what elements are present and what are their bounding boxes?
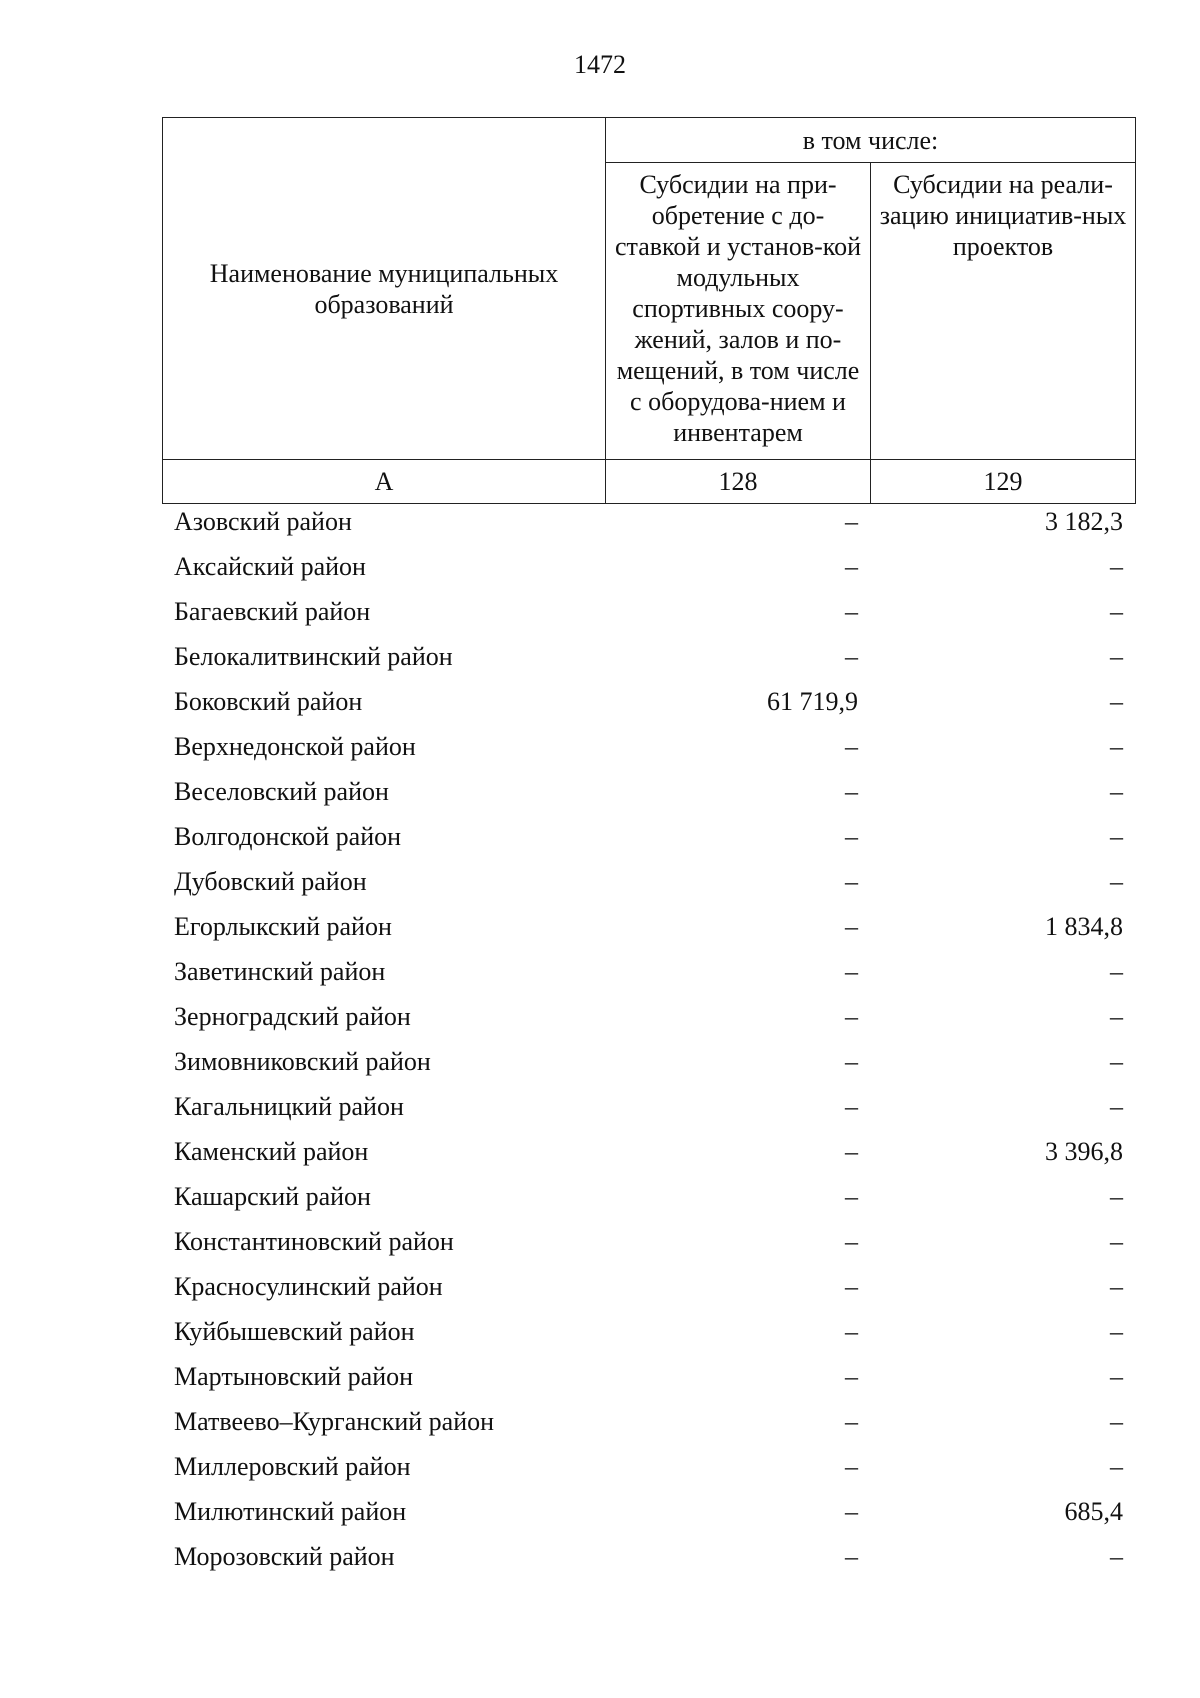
value-128: – <box>845 1091 858 1121</box>
value-128: – <box>845 731 858 761</box>
index-cell-128: 128 <box>606 460 871 504</box>
municipality-name: Веселовский район <box>174 776 389 806</box>
index-cell-129: 129 <box>871 460 1136 504</box>
value-129: 3 182,3 <box>1045 506 1123 536</box>
table-row <box>162 1219 1135 1264</box>
municipality-name: Егорлыкский район <box>174 911 392 941</box>
index-cell-a: А <box>163 460 606 504</box>
table-row <box>162 589 1135 634</box>
header-name-label: Наименование муниципальных образований <box>209 258 559 319</box>
header-column-129 <box>871 163 1136 460</box>
municipality-name: Верхнедонской район <box>174 731 416 761</box>
value-129: – <box>1110 1451 1123 1481</box>
table-row <box>162 679 1135 724</box>
value-129: – <box>1110 956 1123 986</box>
value-129: – <box>1110 1271 1123 1301</box>
municipality-name: Волгодонской район <box>174 821 402 851</box>
value-128: – <box>845 506 858 536</box>
municipality-name: Милютинский район <box>174 1496 407 1526</box>
header-column-128 <box>606 163 871 460</box>
municipality-name: Аксайский район <box>174 551 366 581</box>
value-129: – <box>1110 1361 1123 1391</box>
table-row <box>162 1264 1135 1309</box>
header-name-column <box>163 118 606 460</box>
value-128: – <box>845 1316 858 1346</box>
value-128: – <box>845 1271 858 1301</box>
value-129: – <box>1110 1226 1123 1256</box>
municipality-name: Заветинский район <box>174 956 386 986</box>
value-128: – <box>845 821 858 851</box>
value-128: 61 719,9 <box>767 686 858 716</box>
table-row <box>162 1534 1135 1579</box>
municipality-name: Куйбышевский район <box>174 1316 415 1346</box>
value-129: 3 396,8 <box>1045 1136 1123 1166</box>
municipality-name: Белокалитвинский район <box>174 641 453 671</box>
value-129: – <box>1110 1181 1123 1211</box>
value-129: – <box>1110 1316 1123 1346</box>
header-group-label: в том числе: <box>802 125 939 155</box>
municipality-name: Кагальницкий район <box>174 1091 404 1121</box>
table-row <box>162 1309 1135 1354</box>
municipality-name: Дубовский район <box>174 866 367 896</box>
municipality-name: Азовский район <box>174 506 352 536</box>
table-body <box>162 499 1135 1579</box>
value-128: – <box>845 1496 858 1526</box>
value-128: – <box>845 551 858 581</box>
value-129: – <box>1110 776 1123 806</box>
value-128: – <box>845 1541 858 1571</box>
value-129: – <box>1110 1001 1123 1031</box>
value-129: – <box>1110 1541 1123 1571</box>
municipality-name: Кашарский район <box>174 1181 371 1211</box>
value-128: – <box>845 1136 858 1166</box>
value-128: – <box>845 1451 858 1481</box>
table-row <box>162 724 1135 769</box>
table-row <box>162 814 1135 859</box>
table-row <box>162 1489 1135 1534</box>
table-row <box>162 904 1135 949</box>
header-column-128-label: Субсидии на при-обретение с до-ставкой и установ-кой модульных спортивных соору-жений, залов и по-мещений, в том числе с оборудова-нием и инвентарем <box>614 170 861 447</box>
value-128: – <box>845 776 858 806</box>
value-129: – <box>1110 866 1123 896</box>
municipality-name: Каменский район <box>174 1136 369 1166</box>
table-row <box>162 1174 1135 1219</box>
value-128: – <box>845 596 858 626</box>
value-128: – <box>845 1361 858 1391</box>
table-row <box>162 994 1135 1039</box>
municipality-name: Боковский район <box>174 686 363 716</box>
value-128: – <box>845 641 858 671</box>
value-129: – <box>1110 641 1123 671</box>
municipality-name: Зимовниковский район <box>174 1046 431 1076</box>
municipality-name: Константиновский район <box>174 1226 454 1256</box>
table-row <box>162 1354 1135 1399</box>
table-row <box>162 1129 1135 1174</box>
value-128: – <box>845 1226 858 1256</box>
page-number: 1472 <box>574 50 626 79</box>
table-row <box>162 949 1135 994</box>
value-128: – <box>845 956 858 986</box>
municipality-name: Красносулинский район <box>174 1271 443 1301</box>
value-129: – <box>1110 1091 1123 1121</box>
value-129: – <box>1110 731 1123 761</box>
value-129: – <box>1110 686 1123 716</box>
value-129: 1 834,8 <box>1045 911 1123 941</box>
value-128: – <box>845 911 858 941</box>
value-129: – <box>1110 1406 1123 1436</box>
header-group-cell <box>606 118 1136 163</box>
value-128: – <box>845 1181 858 1211</box>
value-129: – <box>1110 1046 1123 1076</box>
value-128: – <box>845 1406 858 1436</box>
table-row <box>162 544 1135 589</box>
table-row <box>162 1084 1135 1129</box>
municipality-name: Матвеево–Курганский район <box>174 1406 495 1436</box>
table-row <box>162 859 1135 904</box>
value-129: – <box>1110 821 1123 851</box>
table-row <box>162 769 1135 814</box>
municipality-name: Зерноградский район <box>174 1001 411 1031</box>
value-129: – <box>1110 596 1123 626</box>
table-row <box>162 1399 1135 1444</box>
header-column-129-label: Субсидии на реали-зацию инициатив-ных проектов <box>879 170 1127 261</box>
table-row <box>162 499 1135 544</box>
municipality-name: Миллеровский район <box>174 1451 411 1481</box>
value-129: 685,4 <box>1064 1496 1123 1526</box>
table-row <box>162 1039 1135 1084</box>
municipality-name: Багаевский район <box>174 596 371 626</box>
table-row <box>162 1444 1135 1489</box>
municipality-name: Морозовский район <box>174 1541 395 1571</box>
municipality-name: Мартыновский район <box>174 1361 414 1391</box>
value-128: – <box>845 1046 858 1076</box>
table-row <box>162 634 1135 679</box>
value-128: – <box>845 866 858 896</box>
value-128: – <box>845 1001 858 1031</box>
table-header <box>162 117 1136 504</box>
value-129: – <box>1110 551 1123 581</box>
